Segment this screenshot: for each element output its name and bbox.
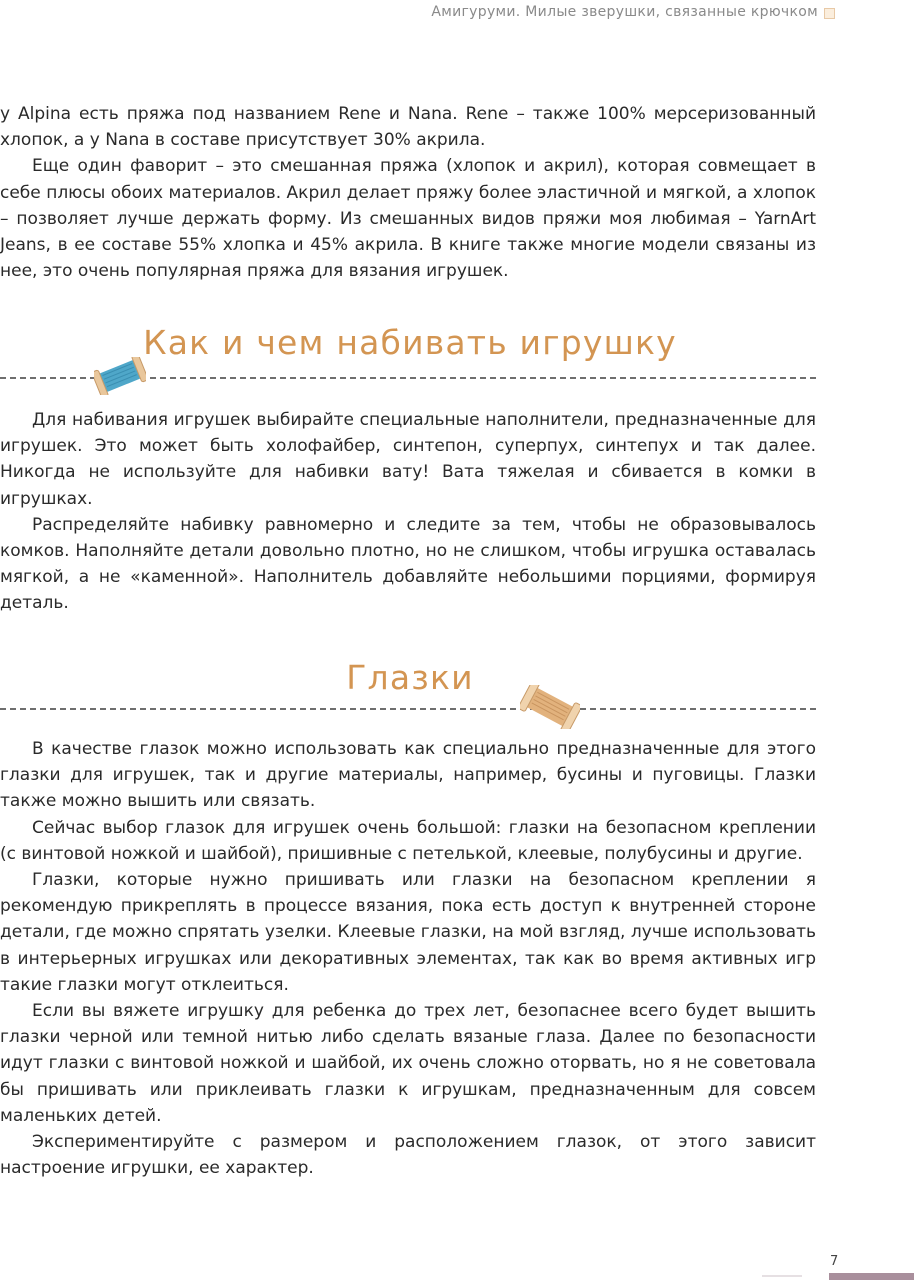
eyes-paragraph: В качестве глазок можно использовать как специально предназначенные для этого глазки для игрушек, так и другие материалы, например, бусины и пуговицы. Глазки также можно вышить или связать.	[0, 739, 816, 812]
intro-paragraph: Еще один фаворит – это смешанная пряжа (хлопок и акрил), которая совмещает в себе плюсы обоих материалов. Акрил делает пряжу более эластичной и мягкой, а хлопок – позволяет лучше держать форму. Из смешанных видов пряжи моя любимая – YarnArt Jeans, в ее составе 55% хлопка и 45% акрила. В книге также многие модели связаны из нее, это очень популярная пряжа для вязания игрушек.	[0, 156, 816, 282]
eyes-paragraph: Экспериментируйте с размером и расположением глазок, от этого зависит настроение игрушки, ее характер.	[0, 1132, 816, 1179]
stuffing-text-block	[0, 407, 816, 617]
section-heading-eyes: Глазки	[346, 658, 474, 697]
blue-thread-spool-icon	[94, 357, 146, 395]
intro-text-block	[0, 101, 816, 284]
dashed-divider	[0, 708, 816, 710]
stuffing-paragraph: Распределяйте набивку равномерно и следите за тем, чтобы не образовывалось комков. Наполняйте детали довольно плотно, но не слишком, чтобы игрушка оставалась мягкой, а не «каменной». Наполнитель добавляйте небольшими порциями, формируя деталь.	[0, 514, 816, 614]
footer-decor-line	[762, 1275, 802, 1277]
page-number: 7	[830, 1254, 839, 1269]
eyes-paragraph: Глазки, которые нужно пришивать или глазки на безопасном креплении я рекомендую прикреплять в процессе вязания, пока есть доступ к внутренней стороне детали, где можно спрятать узелки. Клеевые глазки, на мой взгляд, лучше использовать в интерьерных игрушках или декоративных элементах, так как во время активных игр такие глазки могут отклеиться.	[0, 870, 816, 995]
eyes-text-block	[0, 736, 816, 1181]
stuffing-paragraph: Для набивания игрушек выбирайте специальные наполнители, предназначенные для игрушек. Это может быть холофайбер, синтепон, суперпух, синтепух и так далее. Никогда не используйте для набивки вату! Вата тяжелая и сбивается в комки в игрушках.	[0, 410, 816, 509]
eyes-paragraph: Сейчас выбор глазок для игрушек очень большой: глазки на безопасном креплении (с винтовой ножкой и шайбой), пришивные с петелькой, клеевые, полубусины и другие.	[0, 817, 816, 864]
square-ornament-icon	[824, 8, 835, 19]
running-head	[431, 4, 818, 20]
eyes-paragraph: Если вы вяжете игрушку для ребенка до трех лет, безопаснее всего будет вышить глазки черной или темной нитью либо сделать вязаные глаза. Далее по безопасности идут глазки с винтовой ножкой и шайбой, их очень сложно оторвать, но я не советовала бы пришивать или приклеивать глазки к игрушкам, предназначенным для совсем маленьких детей.	[0, 1001, 816, 1126]
running-head-title: Амигуруми. Милые зверушки, связанные крючком	[431, 4, 818, 20]
section-heading-stuffing: Как и чем набивать игрушку	[143, 323, 677, 362]
intro-paragraph: у Alpina есть пряжа под названием Rene и Nana. Rene – также 100% мерсеризованный хлопок, а у Nana в составе присутствует 30% акрила.	[0, 104, 816, 151]
beige-thread-spool-icon	[520, 685, 580, 729]
page-number-bar	[829, 1273, 914, 1280]
